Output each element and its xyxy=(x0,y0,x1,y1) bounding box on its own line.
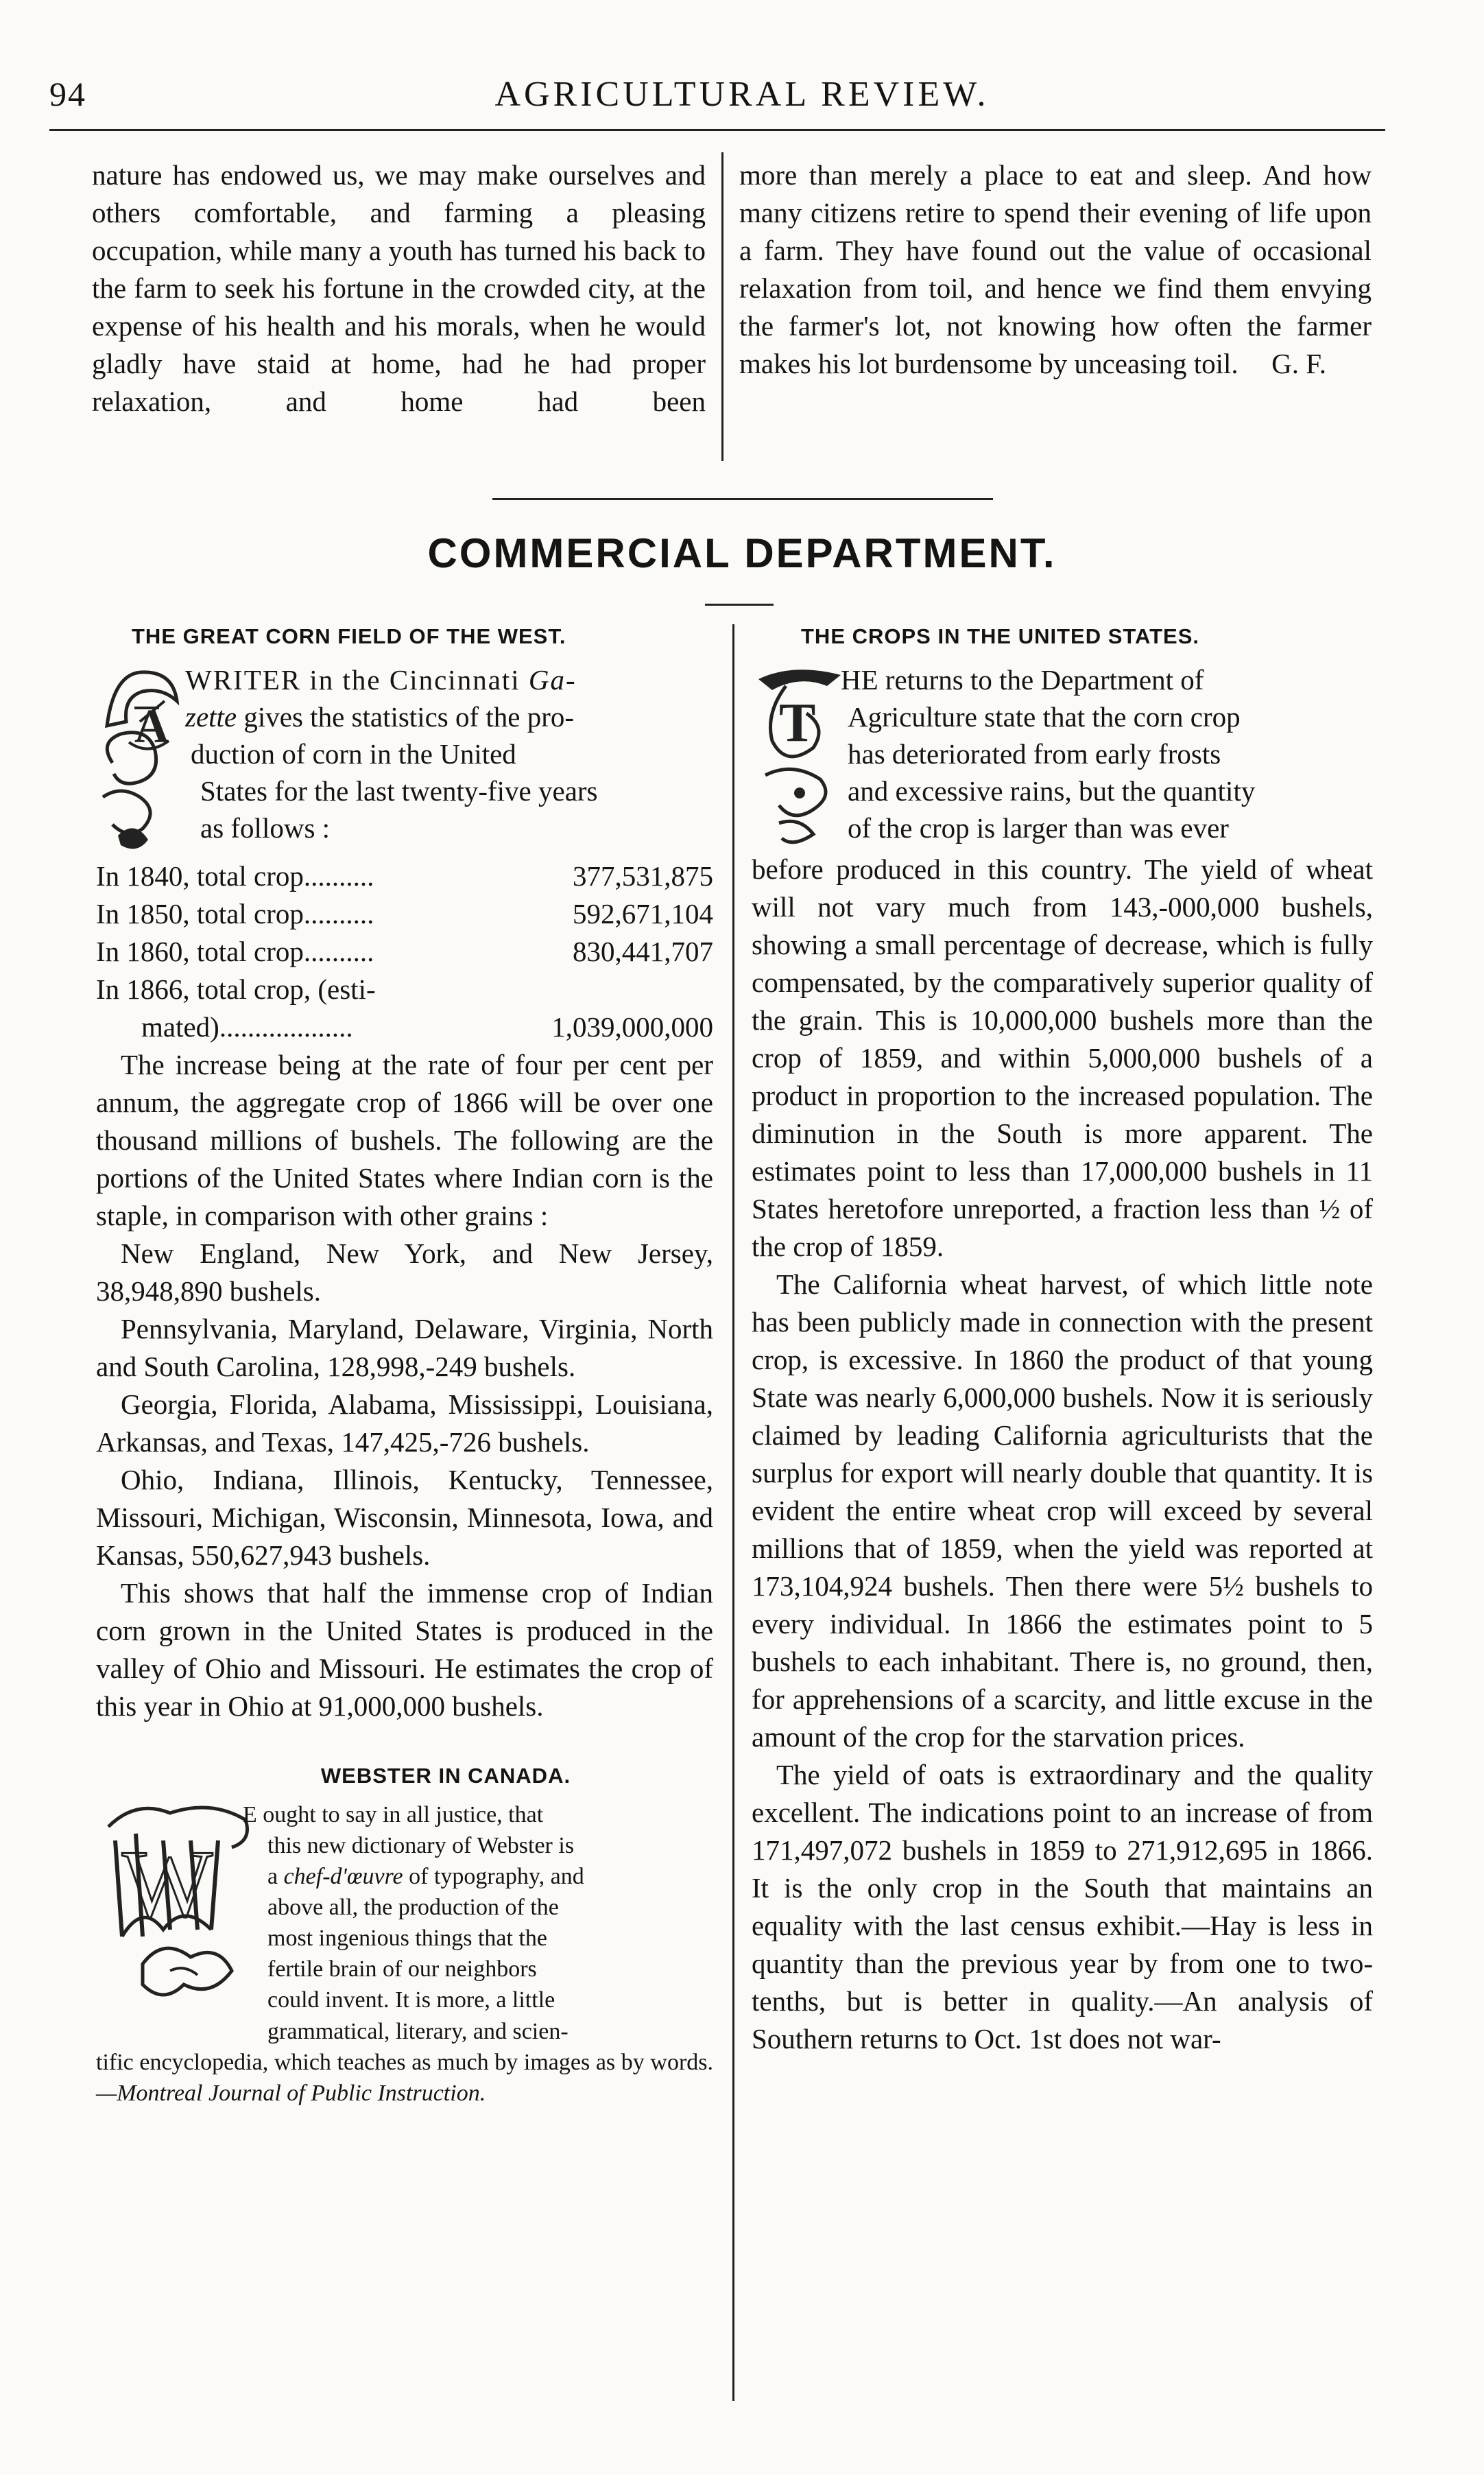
webster-line: grammatical, literary, and scien- xyxy=(267,2019,569,2044)
crops-initial-letter: T xyxy=(779,693,816,753)
ornamental-initial-w-icon xyxy=(95,1799,259,2019)
top-right-body: more than merely a place to eat and sleep. And how many citizens retire to spend their evening of life upon a farm. They have found out the value of occasional relaxation from toil, and hence we find them envying the farmer's lot, not knowing how often the farmer makes his lot burdensome by unceasing toil. xyxy=(739,159,1372,379)
crops-intro-line: has deteriorated from early frosts xyxy=(848,738,1221,770)
region-paragraph: New England, New York, and New Jersey, 38,948,890 bushels. xyxy=(96,1238,713,1307)
corn-intro-line: as follows : xyxy=(200,812,331,844)
main-column-divider xyxy=(732,624,734,2401)
crops-intro-lines xyxy=(841,661,1373,846)
crops-body xyxy=(752,851,1373,2058)
top-right-column xyxy=(739,156,1372,383)
webster-line xyxy=(267,1861,713,1892)
region-paragraph: Ohio, Indiana, Illinois, Kentucky, Tennessee, Missouri, Michigan, Wisconsin, Minnesota, Iowa, and Kansas, 550,627,943 bushels. xyxy=(96,1464,713,1571)
corn-intro-line: States for the last twenty-five years xyxy=(200,775,598,807)
webster-line: E ought to say in all justice, that xyxy=(243,1802,544,1827)
webster-tail-text: tific encyclopedia, which teaches as much by images as by words. xyxy=(96,2050,713,2075)
corn-intro-line: zette gives the statistics of the pro- xyxy=(185,701,575,733)
webster-line-text: of typography, and xyxy=(403,1864,584,1889)
crop-value: 1,039,000,000 xyxy=(551,1011,713,1043)
corn-body xyxy=(96,1046,713,1725)
crop-value: 377,531,875 xyxy=(573,860,713,892)
webster-line: above all, the production of the xyxy=(267,1895,559,1920)
crop-label: In 1840, total crop.......... xyxy=(96,860,374,892)
crop-label: In 1850, total crop.......... xyxy=(96,898,374,929)
crop-value: 592,671,104 xyxy=(573,898,713,929)
ornamental-initial-t-icon xyxy=(752,659,854,851)
webster-line: could invent. It is more, a little xyxy=(267,1987,555,2013)
crops-heading: THE CROPS IN THE UNITED STATES. xyxy=(801,624,1199,648)
webster-line: this new dictionary of Webster is xyxy=(267,1833,575,1858)
region-paragraph: Georgia, Florida, Alabama, Mississippi, Louisiana, Arkansas, and Texas, 147,425,-726 bushels. xyxy=(96,1388,713,1458)
webster-line-text: a xyxy=(267,1864,284,1889)
corn-heading: THE GREAT CORN FIELD OF THE WEST. xyxy=(132,624,566,648)
crops-intro-line: HE returns to the Department of xyxy=(841,664,1204,696)
crops-intro xyxy=(752,661,1373,851)
top-column-divider xyxy=(721,152,723,461)
crop-row xyxy=(96,933,713,971)
webster-source: —Montreal Journal of Public Instruction. xyxy=(96,2081,486,2106)
corn-paragraph: This shows that half the immense crop of Indian corn grown in the United States is produced in the valley of Ohio and Missouri. He estimates the crop of this year in Ohio at 91,000,000 bushels. xyxy=(96,1577,713,1722)
webster-intro xyxy=(96,1799,713,2019)
top-left-text: nature has endowed us, we may make ourselves and others comfortable, and farming a pleasing occupation, while many a youth has turned his back to the farm to seek his fortune in the crowded city, at the expense of his health and his morals, when he would gladly have staid at home, had he had proper relaxation, and home had been xyxy=(92,159,706,417)
crops-paragraph: before produced in this country. The yield of wheat will not vary much from 143,-000,000 bushels, showing a small percentage of decrease, which is fully compensated, by the comparatively superior quality of the grain. This is 10,000,000 bushels more than the crop of 1859, and within 5,000,000 bushels of a product in proportion to the increased population. The diminution in the South is more apparent. The estimates point to less than 17,000,000 bushels in 11 States heretofore unreported, a fraction less than ½ of the crop of 1859. xyxy=(752,853,1373,1262)
crops-intro-line: Agriculture state that the corn crop xyxy=(848,701,1241,733)
webster-initial-letter: W xyxy=(122,1831,213,1937)
crops-intro-line: of the crop is larger than was ever xyxy=(848,812,1229,844)
ornamental-initial-a-icon xyxy=(93,660,196,859)
crop-label: mated)................... xyxy=(141,1011,353,1043)
corn-intro-line: duction of corn in the United xyxy=(191,738,516,770)
crop-row xyxy=(96,1008,713,1046)
webster-line-italic: chef-d'œuvre xyxy=(283,1864,403,1889)
top-right-text xyxy=(739,156,1372,383)
corn-initial-letter: A xyxy=(134,700,169,753)
section-rule xyxy=(492,498,993,500)
crop-value: 830,441,707 xyxy=(573,936,713,967)
crops-article xyxy=(752,624,1373,2058)
header-rule xyxy=(49,129,1385,131)
webster-tail xyxy=(96,2016,713,2109)
page-number: 94 xyxy=(49,75,86,113)
running-title: AGRICULTURAL REVIEW. xyxy=(494,75,990,114)
crops-intro-line: and excessive rains, but the quantity xyxy=(848,775,1256,807)
department-short-rule xyxy=(705,604,774,606)
corn-article xyxy=(96,624,713,2109)
signature: G. F. xyxy=(1271,348,1326,379)
crop-label: In 1860, total crop.......... xyxy=(96,936,374,967)
crop-row xyxy=(96,857,713,895)
crops-paragraph: The California wheat harvest, of which little note has been publicly made in connection with the present crop, is excessive. In 1860 the product of that young State was nearly 6,000,000 bushels. Now it is seriously claimed by leading California agriculturists that the surplus for export will nearly double that quantity. It is evident the entire wheat crop will exceed by several millions that of 1859, when the yield was reported at 173,104,924 bushels. Then there were 5½ bushels to every individual. In 1866 the estimates point to 5 bushels to each inhabitant. There is, no ground, then, for apprehensions of a scarcity, and little excuse in the amount of the crop for the starvation prices. xyxy=(752,1268,1373,1753)
corn-paragraph: The increase being at the rate of four per cent per annum, the aggregate crop of 1866 will be over one thousand millions of bushels. The following are the portions of the United States where Indian corn is the staple, in comparison with other grains : xyxy=(96,1049,713,1231)
department-title: COMMERCIAL DEPARTMENT. xyxy=(427,530,1057,576)
top-left-column xyxy=(92,156,706,421)
crop-row xyxy=(96,895,713,933)
webster-line: fertile brain of our neighbors xyxy=(267,1956,537,1982)
region-paragraph: Pennsylvania, Maryland, Delaware, Virginia, North and South Carolina, 128,998,-249 bushels. xyxy=(96,1313,713,1382)
webster-lines xyxy=(243,1799,713,2015)
webster-line: most ingenious things that the xyxy=(267,1926,547,1951)
corn-intro-lines xyxy=(185,661,713,846)
corn-crop-table xyxy=(96,857,713,1046)
crops-paragraph: The yield of oats is extraordinary and the quality excellent. The indications point to an increase of from 171,497,072 bushels in 1859 to 271,912,695 in 1866. It is the only crop in the South that maintains an equality with the last census exhibit.—Hay is less in quantity than the previous year by from one to two-tenths, but is better in quality.—An analysis of Southern returns to Oct. 1st does not war- xyxy=(752,1759,1373,2054)
webster-heading: WEBSTER IN CANADA. xyxy=(320,1764,571,1788)
crop-1866-line: In 1866, total crop, (esti- xyxy=(96,973,376,1005)
corn-intro-line: WRITER in the Cincinnati Ga- xyxy=(185,664,577,696)
corn-intro xyxy=(96,661,713,857)
